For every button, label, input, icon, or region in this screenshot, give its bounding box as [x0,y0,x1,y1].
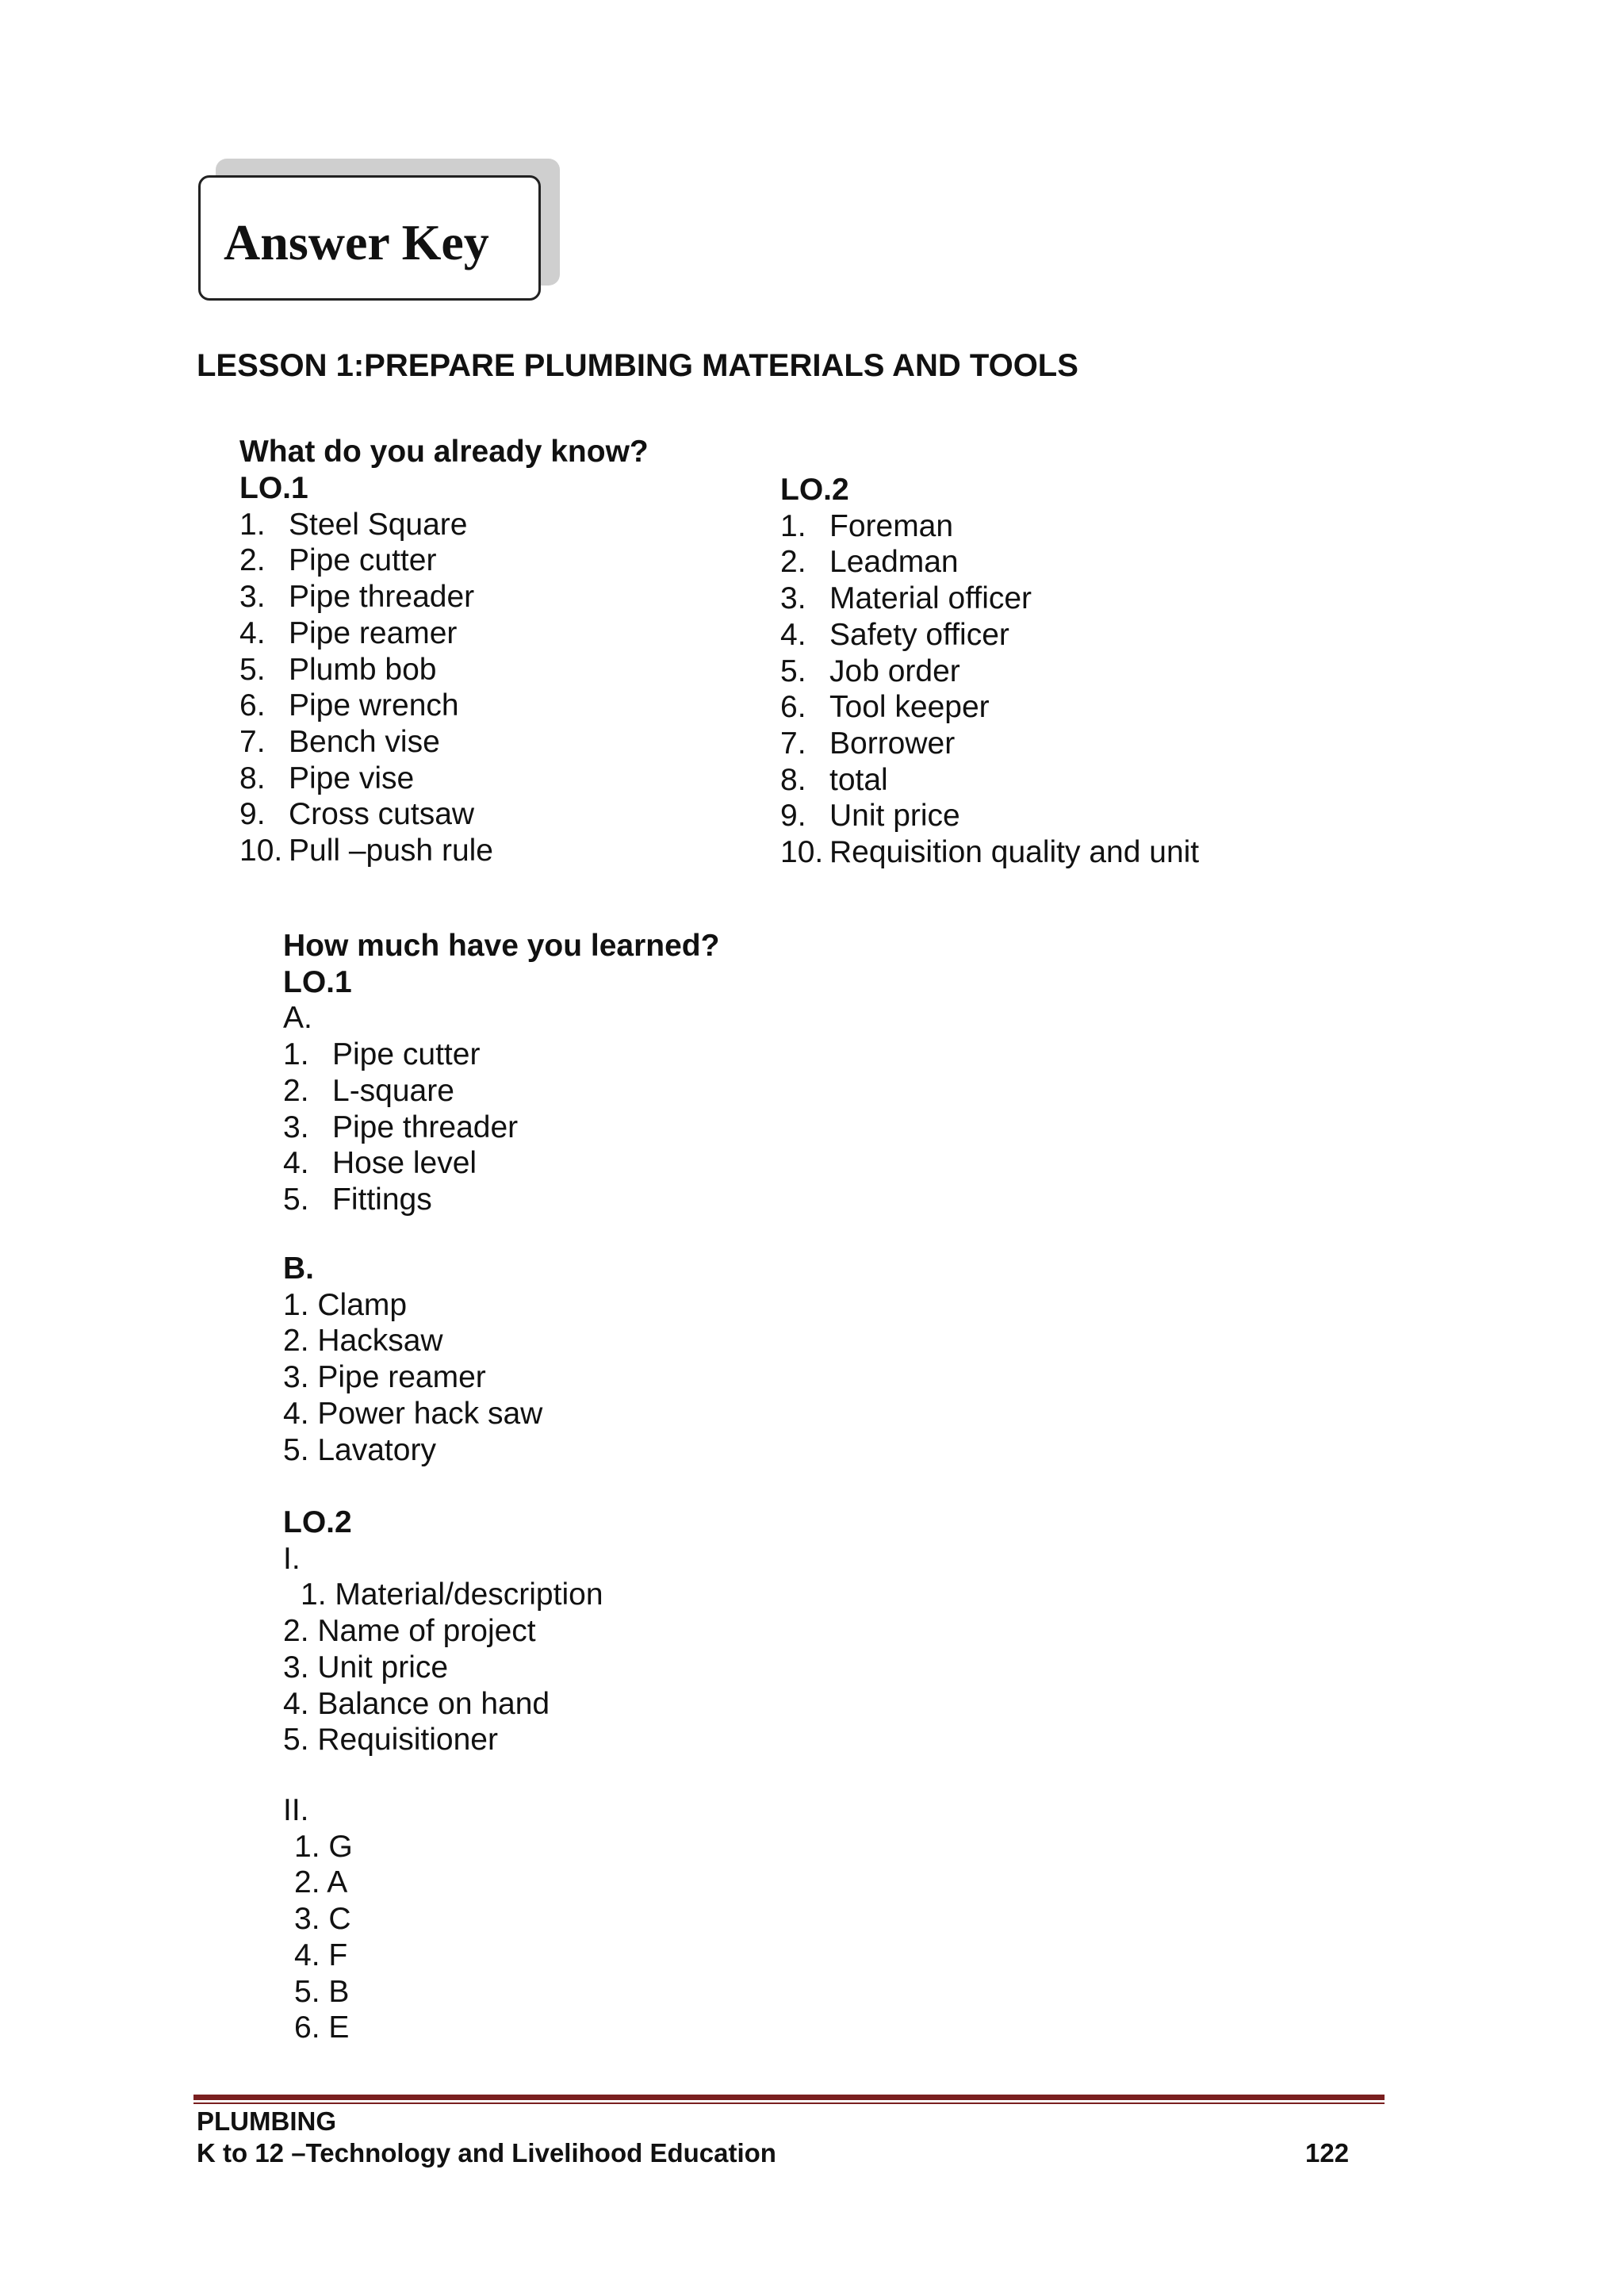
pretest-lo1-item-text: Pipe reamer [289,615,458,650]
posttest-section [283,928,719,1218]
posttest-part-b-label: B. [283,1251,314,1286]
lesson-title: LESSON 1:PREPARE PLUMBING MATERIALS AND TOOLS [197,348,1078,383]
pretest-lo2-item-number: 10. [780,835,824,870]
posttest-part-a-item-number: 4. [283,1146,309,1181]
pretest-lo2-item-number: 9. [780,799,806,834]
pretest-lo2-item [780,726,1199,762]
pretest-lo1-item-text: Pipe wrench [289,688,459,723]
posttest-part-2-item: 5. B [294,1974,350,2009]
pretest-lo1-item-text: Pull –push rule [289,834,493,868]
posttest-part-b-item: 1. Clamp [283,1287,408,1322]
pretest-lo1-item-number: 1. [239,507,266,542]
posttest-heading: How much have you learned? [283,929,720,963]
posttest-part-2-item: 1. G [294,1829,353,1864]
pretest-lo1-item-number: 5. [239,652,266,687]
pretest-lo1-item-number: 8. [239,761,266,795]
pretest-lo2-label: LO.2 [780,473,849,507]
posttest-part-a-list [283,1037,719,1218]
pretest-lo1-label: LO.1 [239,471,308,505]
posttest-part-a-label: A. [283,1001,312,1036]
posttest-part-2-item: 4. F [294,1938,348,1972]
pretest-lo1-item [239,833,493,869]
pretest-lo1-item [239,507,493,543]
posttest-part-a-item-text: Pipe threader [332,1110,519,1144]
pretest-lo1-item [239,579,493,615]
pretest-heading: What do you already know? [239,435,649,469]
pretest-lo1-item [239,652,493,688]
pretest-lo2-item-text: Requisition quality and unit [829,835,1200,870]
posttest-part-b-item: 4. Power hack saw [283,1396,543,1431]
pretest-lo1-item-number: 6. [239,688,266,723]
pretest-lo2-list [780,508,1199,871]
pretest-lo2 [780,472,1199,871]
pretest-lo1-item-text: Plumb bob [289,652,437,687]
pretest-lo1-item-text: Pipe cutter [289,543,437,578]
posttest-part-a-item [283,1145,719,1182]
posttest-part-1-item: 5. Requisitioner [283,1723,498,1757]
pretest-lo2-item [780,654,1199,690]
footer-rule [193,2095,1385,2100]
posttest-part-b [283,1251,542,1468]
posttest-part-1-item: 3. Unit price [283,1650,449,1685]
posttest-part-2-item: 6. E [294,2010,350,2045]
posttest-part-b-item: 5. Lavatory [283,1432,436,1467]
footer-course: K to 12 –Technology and Livelihood Education [197,2138,776,2168]
pretest-lo2-item-number: 7. [780,726,806,761]
pretest-lo2-item [780,689,1199,726]
posttest-part-1-item: 4. Balance on hand [283,1686,550,1721]
pretest-lo1-item-text: Pipe threader [289,580,475,615]
pretest-lo2-item-text: Unit price [829,799,960,834]
posttest-part-a-item-number: 3. [283,1110,309,1144]
posttest-lo2-label: LO.2 [283,1505,352,1539]
posttest-part-a-item-number: 5. [283,1182,309,1217]
footer-subject: PLUMBING [197,2106,336,2136]
posttest-part-a-item-number: 1. [283,1037,309,1072]
posttest-part-b-list [283,1287,542,1469]
pretest-lo2-item-number: 1. [780,508,806,543]
posttest-part-a-item-number: 2. [283,1073,309,1108]
pretest-lo2-item-number: 4. [780,617,806,652]
pretest-lo2-item-text: Material officer [829,581,1032,616]
pretest-lo2-item-number: 3. [780,581,806,616]
pretest-lo2-item [780,834,1199,871]
pretest-lo2-item-number: 2. [780,545,806,580]
pretest-lo1-item-number: 3. [239,580,266,615]
pretest-lo1-item-number: 4. [239,615,266,650]
pretest-lo2-item [780,798,1199,834]
posttest-part-a-item-text: Pipe cutter [332,1037,481,1072]
page-number: 122 [1305,2138,1350,2168]
posttest-part-1-item: 2. Name of project [283,1614,536,1649]
posttest-part-b-item: 3. Pipe reamer [283,1360,486,1395]
pretest-lo1-item [239,615,493,652]
posttest-part-2 [283,1792,353,2046]
footer-rule-thin [193,2102,1385,2104]
pretest-lo2-item-text: Tool keeper [829,690,990,725]
pretest-lo2-item-text: Job order [829,654,960,688]
posttest-part-a-item [283,1073,719,1110]
posttest-part-a-item [283,1037,719,1073]
pretest-lo1-item [239,761,493,797]
pretest-lo2-item [780,581,1199,617]
pretest-lo1-item-text: Pipe vise [289,761,415,795]
posttest-part-1-label: I. [283,1541,301,1576]
pretest-lo2-item [780,508,1199,545]
pretest-lo2-item-number: 8. [780,762,806,797]
posttest-part-2-item: 2. A [294,1865,348,1900]
pretest-lo2-item [780,762,1199,799]
pretest-lo2-item-text: Borrower [829,726,956,761]
page-title: Answer Key [224,214,489,270]
pretest-lo2-item-number: 5. [780,654,806,688]
posttest-part-1-list [283,1577,603,1758]
pretest-lo2-item-text: total [829,762,888,797]
pretest-lo1-list [239,507,493,869]
pretest-lo1-item-text: Cross cutsaw [289,797,475,832]
pretest-lo1-item-number: 10. [239,834,283,868]
posttest-lo1-label: LO.1 [283,964,352,999]
posttest-part-a-item [283,1182,719,1218]
posttest-part-a-item [283,1110,719,1146]
pretest-lo1-item [239,542,493,579]
pretest-lo2-item-text: Leadman [829,545,959,580]
pretest-lo1-item [239,724,493,761]
pretest-lo2-item [780,617,1199,654]
pretest-lo2-item [780,544,1199,581]
posttest-part-2-item: 3. C [294,1902,351,1937]
posttest-part-b-item: 2. Hacksaw [283,1324,443,1359]
pretest-lo1-item-number: 7. [239,724,266,759]
pretest-lo2-item-text: Safety officer [829,617,1009,652]
pretest-lo1-item [239,688,493,724]
posttest-part-a-item-text: L-square [332,1073,454,1108]
posttest-part-2-list [283,1829,353,2046]
pretest-lo1-item-text: Bench vise [289,724,440,759]
pretest-lo1-item-text: Steel Square [289,507,468,542]
pretest-lo2-item-text: Foreman [829,508,954,543]
pretest-lo1-item [239,796,493,833]
pretest-lo1-item-number: 9. [239,797,266,832]
posttest-part-a-item-text: Fittings [332,1182,432,1217]
pretest-lo1 [239,470,493,869]
posttest-part-2-label: II. [283,1793,309,1827]
pretest-lo1-item-number: 2. [239,543,266,578]
pretest-lo2-item-number: 6. [780,690,806,725]
posttest-lo2 [283,1504,603,1758]
posttest-part-a-item-text: Hose level [332,1146,477,1181]
posttest-part-1-item: 1. Material/description [301,1577,603,1612]
